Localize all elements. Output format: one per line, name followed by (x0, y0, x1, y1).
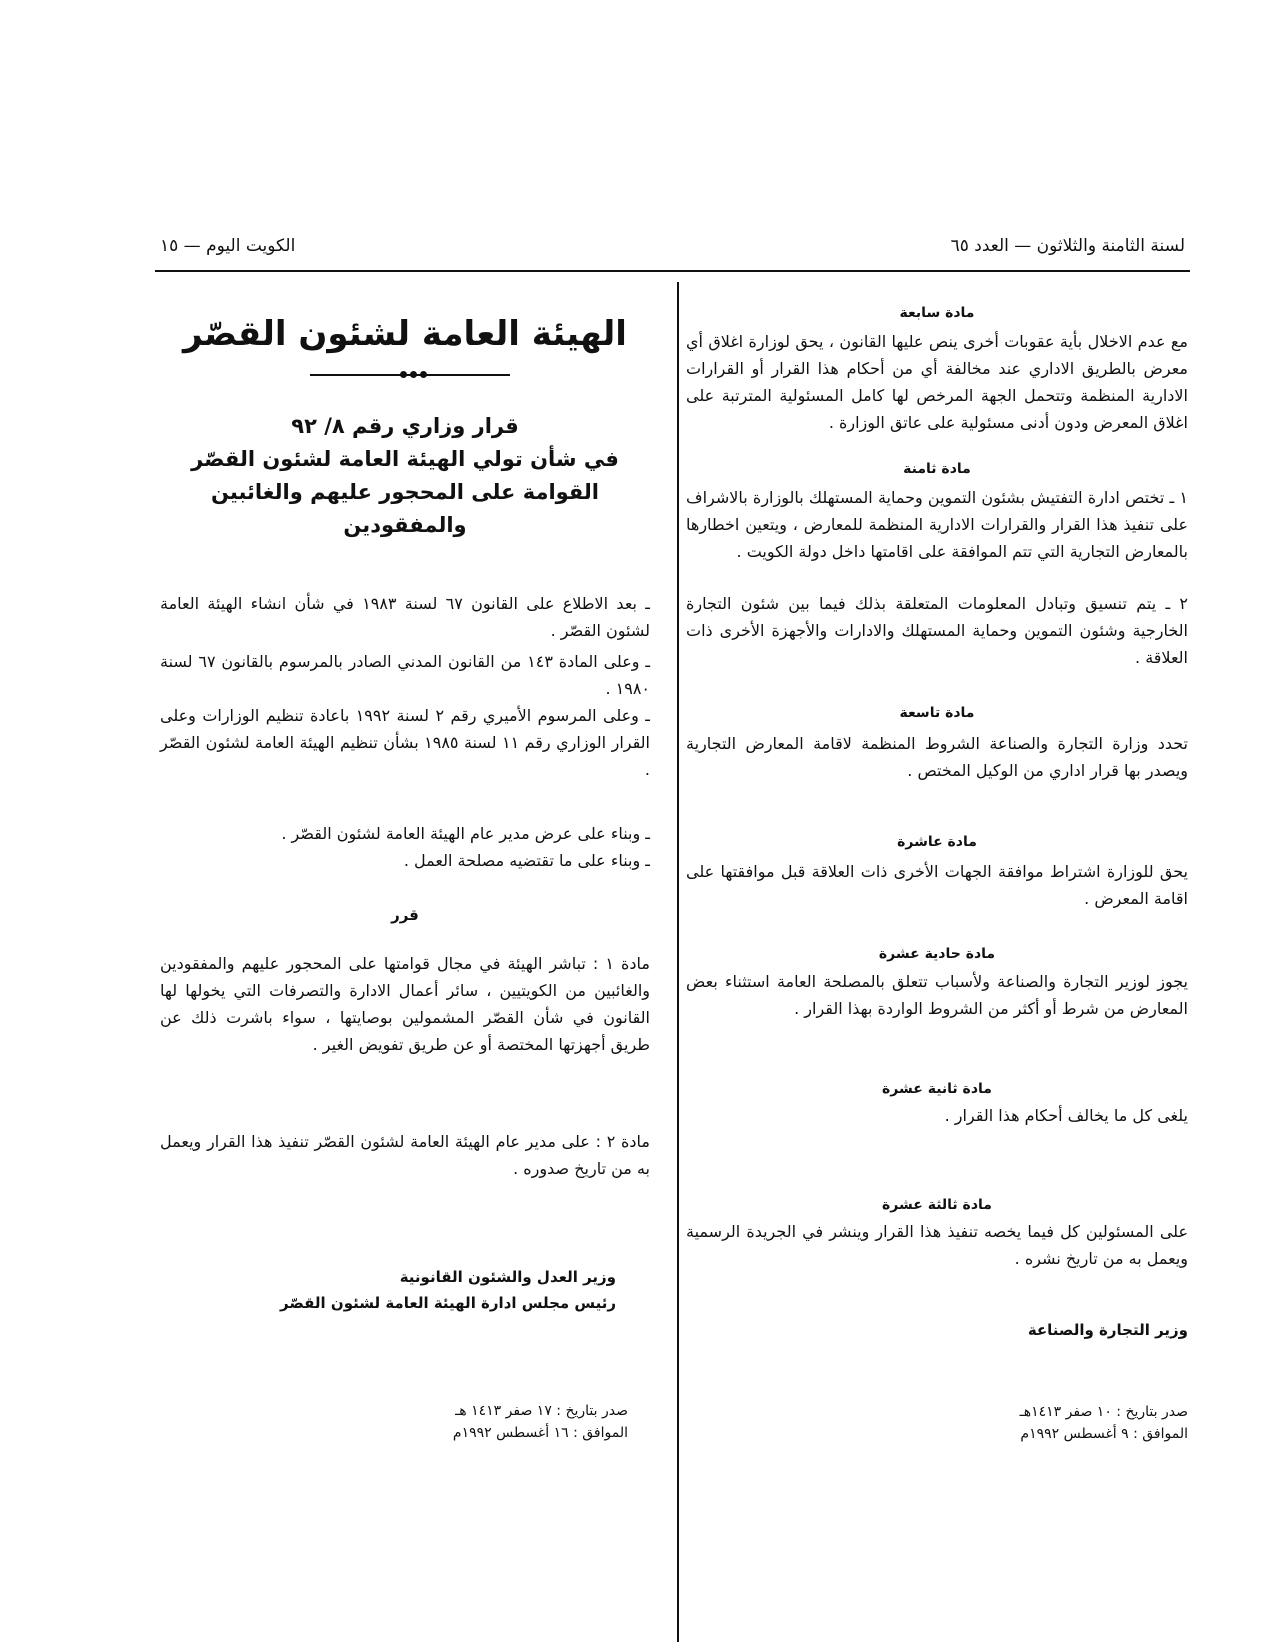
title-ornament (310, 370, 510, 380)
issue-date-gregorian: الموافق : ٩ أغسطس ١٩٩٢م (1020, 1426, 1188, 1442)
preamble-1: ـ بعد الاطلاع على القانون ٦٧ لسنة ١٩٨٣ في شأن انشاء الهيئة العامة لشئون القصّر . (160, 594, 650, 640)
minister-signature: وزير التجارة والصناعة (1027, 1321, 1188, 1339)
article-12-title: مادة ثانية عشرة (882, 1081, 992, 1097)
article-7-title: مادة سابعة (899, 305, 975, 321)
article-13-text: على المسئولين كل فيما يخصه تنفيذ هذا القرار وينشر في الجريدة الرسمية ويعمل به من تاريخ نشره . (686, 1222, 1188, 1268)
article-9-title: مادة تاسعة (899, 705, 975, 721)
article-7-text: مع عدم الاخلال بأية عقوبات أخرى ينص عليها القانون ، يحق لوزارة اغلاق أي معرض بالطريق الاداري عند مخالفة أي من أحكام هذا القرار أو القرارات الادارية المنظمة وتتحمل الجهة المرخص لها كامل المسئولية المترتبة على اغلاق المعرض ودون أدنى مسئولية على عاتق الوزارة . (686, 332, 1188, 432)
page-header-right: لسنة الثامنة والثلاثون — العدد ٦٥ (950, 236, 1185, 256)
article-10-title: مادة عاشرة (897, 834, 977, 850)
article-8-item-1: ١ ـ تختص ادارة التفتيش بشئون التموين وحماية المستهلك بالوزارة بالاشراف على تنفيذ هذا القرار والقرارات الادارية المنظمة للمعارض ، ويتعين اخطارها بالمعارض التجارية التي تتم الموافقة على اقامتها داخل دولة الكويت . (686, 488, 1188, 561)
article-9-text: تحدد وزارة التجارة والصناعة الشروط المنظمة لاقامة المعارض التجارية ويصدر بها قرار اداري من الوكيل المختص . (686, 734, 1188, 780)
signature-line-2: رئيس مجلس ادارة الهيئة العامة لشئون القصّر (279, 1294, 616, 1312)
article-8-title: مادة ثامنة (903, 461, 971, 477)
preamble-2: ـ وعلى المادة ١٤٣ من القانون المدني الصادر بالمرسوم بالقانون ٦٧ لسنة ١٩٨٠ . (160, 652, 651, 698)
article-11-text: يجوز لوزير التجارة والصناعة ولأسباب تتعلق بالمصلحة العامة استثناء بعض المعارض من شرط أو أكثر من الشروط الواردة بهذا القرار . (686, 972, 1188, 1018)
left-issue-date-gregorian: الموافق : ١٦ أغسطس ١٩٩٢م (452, 1425, 628, 1441)
issue-date-hijri: صدر بتاريخ : ١٠ صفر ١٤١٣هـ (1019, 1404, 1188, 1420)
decree-number: قرار وزاري رقم ٨/ ٩٢ (291, 414, 519, 438)
article-1-text: مادة ١ : تباشر الهيئة في مجال قوامتها على المحجور عليهم والمفقودين والغائبين من الكويتيين ، سائر أعمال الادارة والتصرفات التي يخولها لها القانون في شأن القصّر المشمولين بوصايتها ، سواء باشرت ذلك عن طريق أجهزتها المختصة أو عن طريق تفويض الغير . (160, 954, 651, 1054)
header-divider (155, 270, 1190, 272)
left-issue-date-hijri: صدر بتاريخ : ١٧ صفر ١٤١٣ هـ (455, 1403, 628, 1419)
decree-subject-line-1: في شأن تولي الهيئة العامة لشئون القصّر (191, 447, 619, 471)
article-12-text: يلغى كل ما يخالف أحكام هذا القرار . (944, 1106, 1188, 1125)
page-header-left: الكويت اليوم — ١٥ (160, 236, 296, 256)
authority-title: الهيئة العامة لشئون القصّر (183, 314, 627, 354)
preamble-3: ـ وعلى المرسوم الأميري رقم ٢ لسنة ١٩٩٢ باعادة تنظيم الوزارات وعلى القرار الوزاري رقم ١١ لسنة ١٩٨٥ بشأن تنظيم الهيئة العامة لشئون القصّر . (160, 706, 651, 779)
article-13-title: مادة ثالثة عشرة (882, 1197, 992, 1213)
decree-subject-line-2: القوامة على المحجور عليهم والغائبين والمفقودين (210, 480, 600, 537)
article-2-text: مادة ٢ : على مدير عام الهيئة العامة لشئون القصّر تنفيذ هذا القرار ويعمل به من تاريخ صدوره . (160, 1132, 651, 1178)
article-8-item-2: ٢ ـ يتم تنسيق وتبادل المعلومات المتعلقة بذلك فيما بين شئون التجارة الخارجية وشئون التموين وحماية المستهلك والادارات والأجهزة الأخرى ذات العلاقة . (686, 594, 1188, 667)
preamble-4: ـ وبناء على عرض مدير عام الهيئة العامة لشئون القصّر . (281, 824, 650, 843)
preamble-5: ـ وبناء على ما تقتضيه مصلحة العمل . (403, 851, 650, 870)
signature-line-1: وزير العدل والشئون القانونية (399, 1268, 616, 1286)
resolved-heading: قرر (391, 906, 419, 924)
article-11-title: مادة حادية عشرة (878, 946, 996, 962)
article-10-text: يحق للوزارة اشتراط موافقة الجهات الأخرى ذات العلاقة قبل موافقتها على اقامة المعرض . (686, 862, 1188, 908)
column-divider (677, 282, 679, 1642)
